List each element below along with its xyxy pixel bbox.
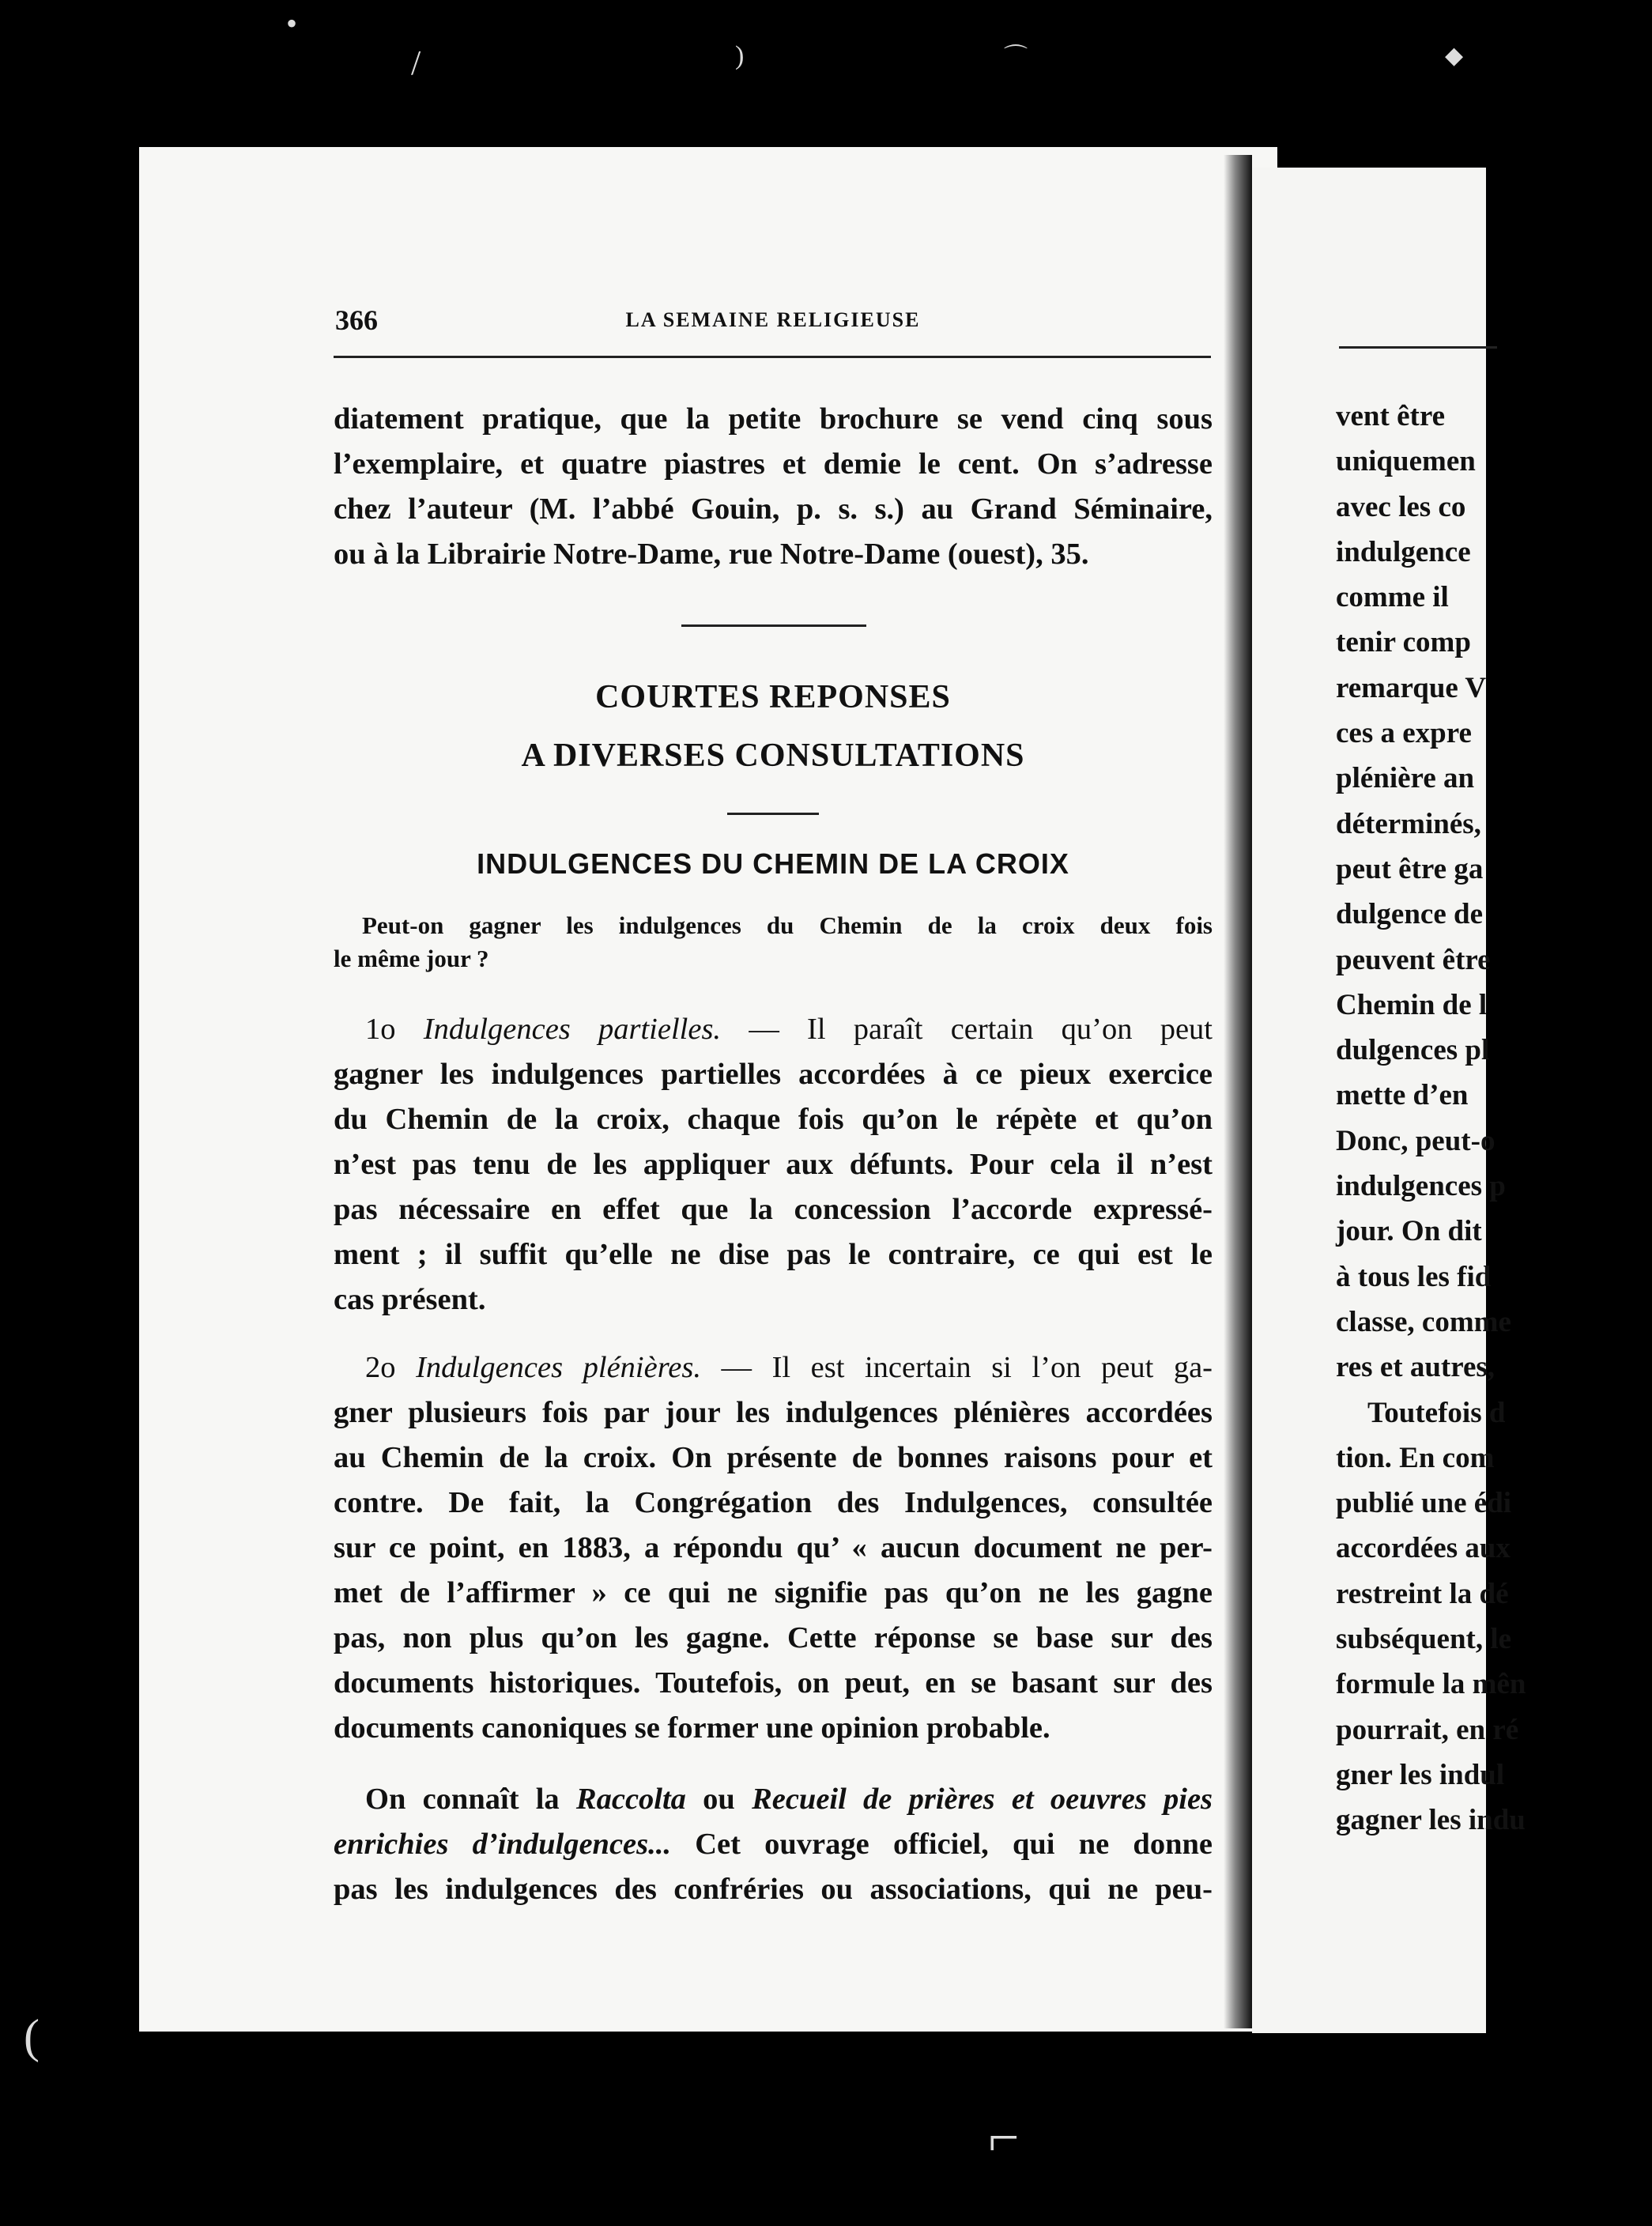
- facing-page-line: à tous les fid: [1336, 1260, 1492, 1293]
- question-line: Peut-on gagner les indulgences du Chemin de la croix deux fois: [362, 911, 1213, 939]
- title-separator: [727, 813, 819, 815]
- facing-page-line: gagner les indu: [1336, 1804, 1526, 1837]
- text-line: contre. De fait, la Congrégation des Indulgences, consultée: [334, 1486, 1213, 1519]
- section-plenary-indulgences: [334, 1345, 1213, 1751]
- section-separator: [681, 624, 866, 627]
- running-head: [335, 300, 1211, 341]
- facing-page-line: classe, comme: [1336, 1305, 1511, 1338]
- facing-page-line: jour. On dit: [1336, 1215, 1482, 1248]
- facing-page-line: déterminés,: [1336, 807, 1481, 840]
- facing-page-line: indulgence: [1336, 535, 1471, 568]
- facing-page-line: peut être ga: [1336, 852, 1484, 885]
- scan-speck: ⌒: [1004, 44, 1028, 70]
- text-line: n’est pas tenu de les appliquer aux défunts. Pour cela il n’est: [334, 1148, 1213, 1181]
- facing-page-line: mette d’en: [1336, 1079, 1469, 1112]
- facing-page-line: formule la mên: [1336, 1668, 1526, 1701]
- facing-page-line: gner les indul: [1336, 1758, 1505, 1791]
- scan-speck: ⌐: [988, 2107, 1020, 2168]
- text-line: sur ce point, en 1883, a répondu qu’ « aucun document ne per-: [334, 1531, 1213, 1564]
- book-gutter: [1224, 155, 1252, 2028]
- scan-speck: •: [286, 6, 298, 41]
- facing-page-line: avec les co: [1336, 490, 1466, 523]
- facing-page-line: subséquent, le: [1336, 1623, 1512, 1656]
- facing-page-header-rule: [1339, 346, 1497, 349]
- text-line: documents historiques. Toutefois, on peut, en se basant sur des: [334, 1666, 1213, 1700]
- text-line: met de l’affirmer » ce qui ne signifie pas qu’on ne les gagne: [334, 1576, 1213, 1609]
- scan-speck: ): [735, 41, 745, 70]
- article-title-line1: COURTES REPONSES: [595, 679, 951, 715]
- facing-page-line: peuvent être: [1336, 943, 1491, 976]
- facing-page-line: Chemin de l: [1336, 988, 1488, 1021]
- raccolta-paragraph: [334, 1777, 1213, 1912]
- facing-page-line: restreint la dé: [1336, 1577, 1509, 1610]
- text-line: au Chemin de la croix. On présente de bonnes raisons pour et: [334, 1441, 1213, 1474]
- text-line: l’exemplaire, et quatre piastres et demie le cent. On s’adresse: [334, 447, 1213, 481]
- facing-page-line: Toutefois d: [1367, 1396, 1506, 1429]
- article-subtitle: INDULGENCES DU CHEMIN DE LA CROIX: [477, 847, 1069, 880]
- text-line: pas, non plus qu’on les gagne. Cette réponse se base sur des: [334, 1621, 1213, 1654]
- text-line: pas les indulgences des confréries ou associations, qui ne peu-: [334, 1873, 1213, 1906]
- recueil-title: Recueil de prières et oeuvres pies: [752, 1783, 1213, 1816]
- section-number: 1o: [365, 1013, 396, 1046]
- facing-page-line: uniquemen: [1336, 445, 1476, 478]
- facing-page-line: res et autres,: [1336, 1351, 1495, 1384]
- text-run: On connaît la: [365, 1783, 560, 1816]
- text-line: gner plusieurs fois par jour les indulgences plénières accordées: [334, 1396, 1213, 1429]
- text-run: — Il paraît certain qu’on peut: [749, 1013, 1213, 1046]
- facing-page-line: dulgence de: [1336, 898, 1484, 931]
- facing-page-text: [1336, 394, 1652, 1843]
- scan-speck: ◆: [1445, 43, 1464, 69]
- text-line: pas nécessaire en effet que la concession l’accorde expressé-: [334, 1193, 1213, 1226]
- raccolta-title: Raccolta: [575, 1783, 686, 1816]
- facing-page-line: comme il: [1336, 581, 1449, 614]
- text-line: cas présent.: [334, 1283, 486, 1316]
- page-number: 366: [335, 304, 378, 336]
- text-line: [334, 1777, 1213, 1822]
- scan-speck: /: [411, 43, 421, 82]
- recueil-title-cont: enrichies d’indulgences...: [334, 1828, 671, 1861]
- section-heading: Indulgences partielles.: [423, 1013, 722, 1046]
- section-heading: Indulgences plénières.: [416, 1351, 701, 1384]
- text-run: ou: [703, 1783, 735, 1816]
- facing-page-line: plénière an: [1336, 762, 1475, 795]
- facing-page-line: accordées aux: [1336, 1532, 1511, 1565]
- facing-page-line: publié une édi: [1336, 1487, 1512, 1520]
- text-line: chez l’auteur (M. l’abbé Gouin, p. s. s.) au Grand Séminaire,: [334, 492, 1213, 526]
- text-run: Cet ouvrage officiel, qui ne donne: [695, 1828, 1213, 1861]
- text-line: ment ; il suffit qu’elle ne dise pas le contraire, ce qui est le: [334, 1238, 1213, 1271]
- facing-page-line: Donc, peut-o: [1336, 1124, 1495, 1157]
- scan-speck: (: [24, 2010, 40, 2062]
- text-line: gagner les indulgences partielles accordées à ce pieux exercice: [334, 1058, 1213, 1091]
- facing-page-line: vent être: [1336, 400, 1445, 432]
- facing-page-line: tion. En com: [1336, 1441, 1495, 1474]
- text-line: [334, 1345, 1213, 1390]
- journal-title: LA SEMAINE RELIGIEUSE: [625, 308, 921, 331]
- section-number: 2o: [365, 1351, 396, 1384]
- text-line: documents canoniques se former une opinion probable.: [334, 1711, 1050, 1745]
- text-line: ou à la Librairie Notre-Dame, rue Notre-Dame (ouest), 35.: [334, 538, 1089, 571]
- facing-page-line: pourrait, en ré: [1336, 1713, 1519, 1746]
- text-line: [334, 1007, 1213, 1052]
- text-line: du Chemin de la croix, chaque fois qu’on le répète et qu’on: [334, 1103, 1213, 1136]
- text-line: diatement pratique, que la petite brochure se vend cinq sous: [334, 402, 1213, 436]
- section-partial-indulgences: [334, 1007, 1213, 1322]
- question: [334, 909, 1213, 975]
- intro-paragraph: [334, 397, 1213, 577]
- text-run: — Il est incertain si l’on peut ga-: [721, 1351, 1213, 1384]
- facing-page-line: remarque V: [1336, 671, 1487, 704]
- facing-page-line: dulgences pl: [1336, 1034, 1490, 1067]
- question-line: le même jour ?: [334, 945, 489, 972]
- facing-page-line: tenir comp: [1336, 626, 1471, 659]
- header-rule: [334, 356, 1211, 358]
- facing-page-line: ces a expre: [1336, 717, 1472, 750]
- text-line: [334, 1822, 1213, 1867]
- facing-page-line: indulgences p: [1336, 1170, 1506, 1203]
- article-title-line2: A DIVERSES CONSULTATIONS: [521, 738, 1025, 774]
